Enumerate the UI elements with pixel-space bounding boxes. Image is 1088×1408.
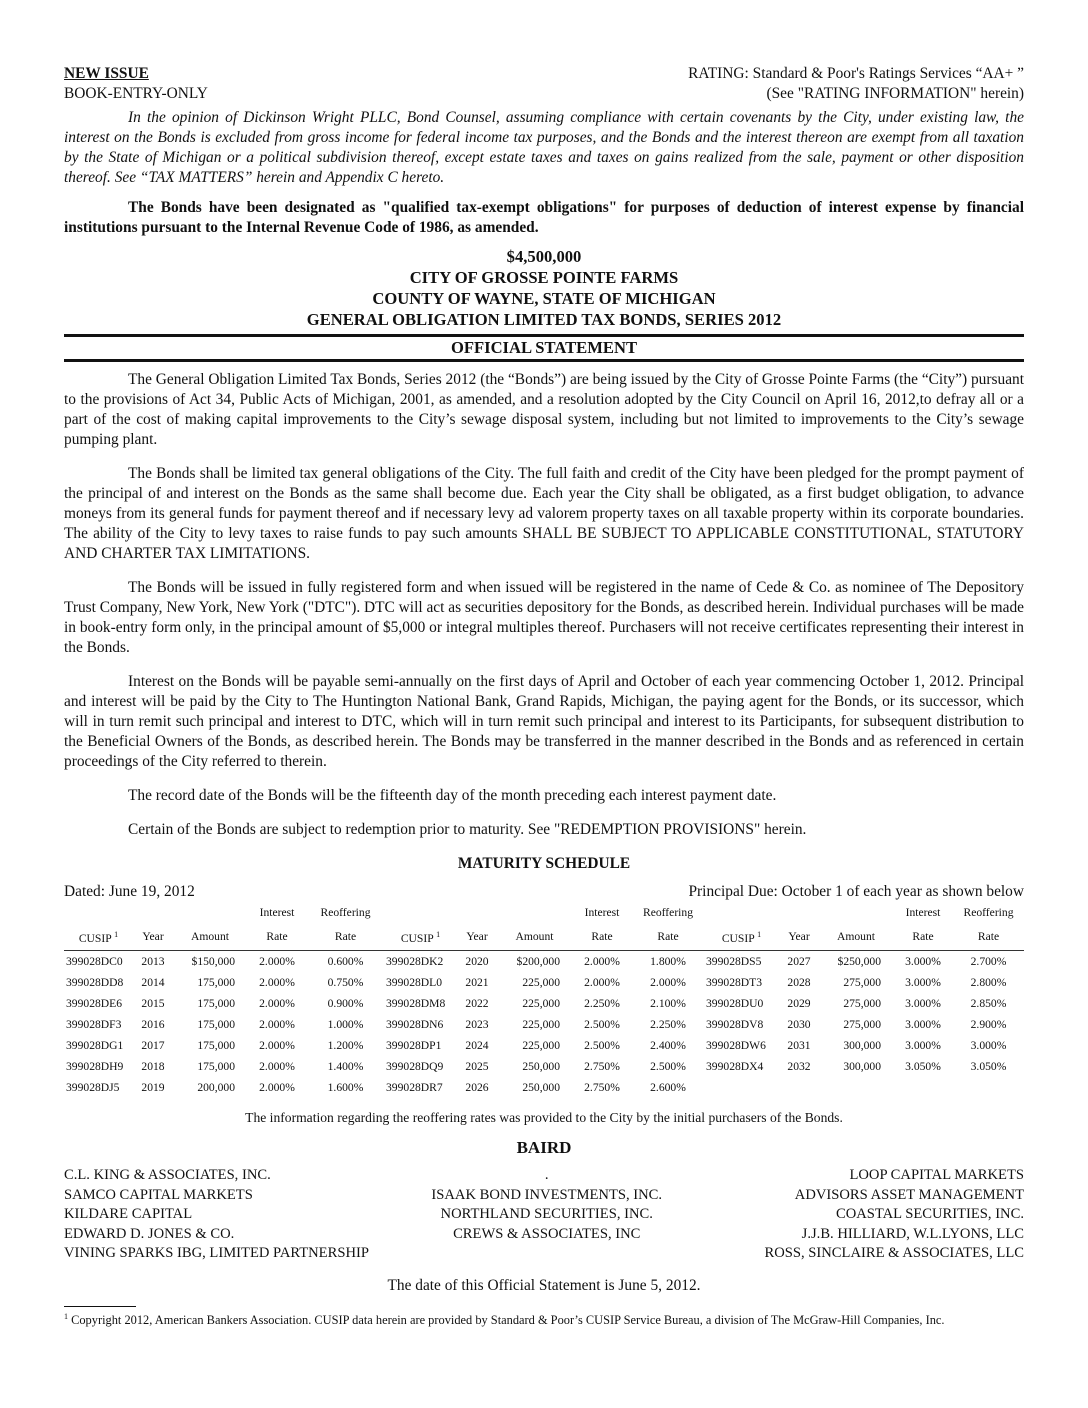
footnote-marker: 1 <box>436 930 441 940</box>
maturity-schedule-title: MATURITY SCHEDULE <box>457 855 631 872</box>
year-header: Year <box>133 924 173 951</box>
footnote-marker: 1 <box>114 930 119 940</box>
year-cell: 2024 <box>465 1038 489 1052</box>
year-cell: 2023 <box>465 1017 489 1031</box>
underwriter-list <box>64 1166 1024 1264</box>
underwriters-middle-column <box>431 1166 662 1264</box>
cusip-header: CUSIP $^1$ <box>64 924 133 951</box>
amount-cell: 175,000 <box>197 975 235 989</box>
rating-reference: (See "RATING INFORMATION" herein) <box>766 85 1024 102</box>
reoffering-header: Reoffering <box>963 906 1014 919</box>
year-cell <box>779 1077 819 1098</box>
amount-cell: 225,000 <box>522 996 560 1010</box>
underwriter-name: . <box>544 1167 549 1183</box>
table-row <box>64 993 1024 1014</box>
amount-cell: 250,000 <box>522 1080 560 1094</box>
amount-cell: 175,000 <box>197 1038 235 1052</box>
paragraph-1: The General Obligation Limited Tax Bonds, Series 2012 (the “Bonds”) are being issued by the City of Grosse Pointe Farms (the “City”) pursuant to the provisions of Act 34, Public Acts of Michigan, 2001, as amended, and a resolution adopted by the City Council on April 16, 2012,to defray all or a part of the cost of making capital improvements to the City’s sewage disposal system, including but not limited to improvements to the City’s sewage pumping plant. <box>64 371 1024 448</box>
paragraph-4: Interest on the Bonds will be payable semi-annually on the first days of April and October of each year commencing October 1, 2012. Principal and interest will be paid by the City to The Huntington National Bank, Grand Rapids, Michigan, the paying agent for the Bonds, or its successor, which will in turn remit such principal and interest to DTC, which will in turn remit such principal and interest to its Participants, for subsequent distribution to the Beneficial Owners of the Bonds, as described herein. The Bonds may be transferred in the manner described in the Bonds and as referenced in certain proceedings of the City referred to therein. <box>64 673 1024 770</box>
year-cell: 2030 <box>787 1017 811 1031</box>
interest-rate-cell: 2.000% <box>584 954 620 968</box>
underwriter-name: EDWARD D. JONES & CO. <box>64 1225 235 1242</box>
interest-rate-cell: 2.250% <box>584 996 620 1010</box>
interest-rate-cell: 2.000% <box>259 1080 295 1094</box>
footnote-marker: 1 <box>757 930 762 940</box>
rate-header: Rate <box>247 924 307 951</box>
official-statement-date: The date of this Official Statement is June 5, 2012. <box>387 1276 701 1294</box>
amount-cell: 275,000 <box>843 996 881 1010</box>
amount-cell: 175,000 <box>197 1017 235 1031</box>
underwriter-name: NORTHLAND SECURITIES, INC. <box>440 1206 653 1223</box>
book-entry-label: BOOK-ENTRY-ONLY <box>64 85 208 102</box>
table-row <box>64 1077 1024 1098</box>
reoffering-rate-cell: 2.800% <box>970 975 1007 989</box>
underwriter-name: C.L. KING & ASSOCIATES, INC. <box>64 1167 271 1183</box>
cusip-cell: 399028DU0 <box>706 996 764 1010</box>
interest-rate-cell <box>893 1077 953 1098</box>
underwriter-name: SAMCO CAPITAL MARKETS <box>64 1186 253 1203</box>
cusip-cell: 399028DF3 <box>66 1017 122 1031</box>
reoffering-rate-cell: 2.500% <box>650 1059 686 1073</box>
year-cell: 2028 <box>787 975 811 989</box>
amount-header: Amount <box>819 924 893 951</box>
amount-header: Amount <box>497 924 572 951</box>
interest-rate-cell: 2.000% <box>259 1017 295 1031</box>
lead-underwriter: BAIRD <box>516 1138 572 1157</box>
interest-rate-cell: 2.000% <box>584 975 620 989</box>
amount-cell: 250,000 <box>522 1059 560 1073</box>
issuer-county-state: COUNTY OF WAYNE, STATE OF MICHIGAN <box>372 289 716 308</box>
reoffering-rate-cell: 0.750% <box>327 975 364 989</box>
reoffering-header: Reoffering <box>320 906 371 919</box>
reoffering-rate-cell <box>953 1077 1024 1098</box>
underwriter-name: ROSS, SINCLAIRE & ASSOCIATES, LLC <box>764 1245 1024 1262</box>
reoffering-rate-cell: 2.700% <box>970 954 1007 968</box>
year-cell: 2027 <box>787 954 811 968</box>
bond-counsel-opinion: In the opinion of Dickinson Wright PLLC, Bond Counsel, assuming compliance with certain covenants by the City, under existing law, the interest on the Bonds is excluded from gross income for federal income tax purposes, and the Bonds and the interest thereon are exempt from all taxation by the State of Michigan or a political subdivision thereof, except estate taxes and taxes on gains realized from the sale, payment or other disposition thereof. See “TAX MATTERS” herein and Appendix C hereto. <box>64 109 1024 186</box>
cusip-cell <box>704 1077 779 1098</box>
interest-rate-cell: 3.000% <box>905 975 941 989</box>
footnote-marker: 1 <box>64 1311 68 1321</box>
rate-header: Rate <box>953 924 1024 951</box>
amount-cell: 275,000 <box>843 1017 881 1031</box>
rating-label: RATING: Standard & Poor's Ratings Services “AA+ ” <box>688 65 1024 82</box>
reoffering-header: Reoffering <box>642 906 693 919</box>
cusip-cell: 399028DK2 <box>386 954 444 968</box>
reoffering-rate-cell: 2.600% <box>650 1080 686 1094</box>
amount-cell: 225,000 <box>522 1017 560 1031</box>
reoffering-rate-cell: 2.000% <box>650 975 686 989</box>
reoffering-rate-cell: 2.900% <box>970 1017 1007 1031</box>
cusip-cell: 399028DL0 <box>386 975 443 989</box>
cusip-cell: 399028DT3 <box>706 975 763 989</box>
interest-rate-cell: 2.000% <box>259 954 295 968</box>
reoffering-rate-cell: 1.600% <box>327 1080 364 1094</box>
year-cell: 2031 <box>787 1038 811 1052</box>
table-header-row-2 <box>64 924 1024 951</box>
maturity-dates-row <box>64 882 1024 902</box>
year-header: Year <box>457 924 497 951</box>
table-row <box>64 972 1024 993</box>
year-header: Year <box>779 924 819 951</box>
underwriter-name: LOOP CAPITAL MARKETS <box>849 1167 1024 1183</box>
bond-amount: $4,500,000 <box>506 247 582 266</box>
footnote-rule <box>64 1306 136 1307</box>
amount-cell: 175,000 <box>197 996 235 1010</box>
underwriter-name: KILDARE CAPITAL <box>64 1206 193 1223</box>
underwriter-name: COASTAL SECURITIES, INC. <box>835 1206 1024 1223</box>
year-cell: 2021 <box>465 975 489 989</box>
underwriter-name: ISAAK BOND INVESTMENTS, INC. <box>431 1186 663 1203</box>
amount-cell: 275,000 <box>843 975 881 989</box>
interest-rate-cell: 2.000% <box>259 996 295 1010</box>
bond-title-block <box>64 246 1024 330</box>
interest-rate-cell: 2.000% <box>259 975 295 989</box>
interest-rate-cell: 3.000% <box>905 996 941 1010</box>
amount-cell: 225,000 <box>522 1038 560 1052</box>
rate-header: Rate <box>307 924 384 951</box>
amount-cell: 175,000 <box>197 1059 235 1073</box>
table-row <box>64 1035 1024 1056</box>
cusip-cell: 399028DD8 <box>66 975 124 989</box>
interest-rate-cell: 2.000% <box>259 1038 295 1052</box>
cusip-cell: 399028DJ5 <box>66 1080 120 1094</box>
header-row-1 <box>64 64 1024 84</box>
header-row-2 <box>64 84 1024 104</box>
year-cell: 2022 <box>465 996 489 1010</box>
year-cell: 2014 <box>141 975 165 989</box>
cusip-cell: 399028DX4 <box>706 1059 764 1073</box>
paragraph-5: The record date of the Bonds will be the fifteenth day of the month preceding each interest payment date. <box>128 787 777 804</box>
cusip-cell: 399028DM8 <box>386 996 446 1010</box>
underwriter-name: VINING SPARKS IBG, LIMITED PARTNERSHIP <box>64 1245 369 1262</box>
reoffering-rate-cell: 2.250% <box>650 1017 686 1031</box>
cusip-header: CUSIP $^1$ <box>704 924 779 951</box>
reoffering-rate-cell: 0.600% <box>327 954 364 968</box>
paragraph-2: The Bonds shall be limited tax general obligations of the City. The full faith and credit of the City have been pledged for the prompt payment of the principal of and interest on the Bonds as the same shall become due. Each year the City shall be obligated, as a first budget obligation, to advance moneys from its general funds for payment thereof and if necessary levy ad valorem property taxes on all taxable property within its corporate boundaries. The ability of the City to levy taxes to raise funds to pay such amounts SHALL BE SUBJECT TO APPLICABLE CONSTITUTIONAL, STATUTORY AND CHARTER TAX LIMITATIONS. <box>64 465 1024 562</box>
rate-header: Rate <box>632 924 704 951</box>
interest-rate-cell: 3.000% <box>905 1038 941 1052</box>
cusip-header: CUSIP $^1$ <box>384 924 457 951</box>
maturity-table <box>64 902 1024 1098</box>
table-row <box>64 1056 1024 1077</box>
reoffering-rate-cell: 3.050% <box>970 1059 1007 1073</box>
amount-cell: $250,000 <box>837 954 881 968</box>
rate-header: Rate <box>572 924 632 951</box>
amount-cell: 200,000 <box>197 1080 235 1094</box>
interest-header: Interest <box>584 906 620 919</box>
amount-cell: $200,000 <box>516 954 560 968</box>
qualified-tax-exempt-notice: The Bonds have been designated as "qualified tax-exempt obligations" for purposes of deduction of interest expense by financial institutions pursuant to the Internal Revenue Code of 1986, as amended. <box>64 199 1024 236</box>
table-row <box>64 951 1024 973</box>
amount-cell: 300,000 <box>843 1038 881 1052</box>
interest-rate-cell: 2.500% <box>584 1017 620 1031</box>
interest-rate-cell: 3.050% <box>905 1059 941 1073</box>
reoffering-note: The information regarding the reoffering rates was provided to the City by the initial purchasers of the Bonds. <box>245 1110 843 1125</box>
reoffering-rate-cell: 1.200% <box>327 1038 364 1052</box>
interest-rate-cell: 2.750% <box>584 1059 620 1073</box>
interest-rate-cell: 2.000% <box>259 1059 295 1073</box>
amount-header: Amount <box>173 924 247 951</box>
interest-rate-cell: 3.000% <box>905 954 941 968</box>
footnote-text: Copyright 2012, American Bankers Association. CUSIP data herein are provided by Standard & Poor’s CUSIP Service Bureau, a division of The McGraw-Hill Companies, Inc. <box>68 1313 945 1328</box>
reoffering-rate-cell: 2.850% <box>970 996 1007 1010</box>
year-cell: 2017 <box>141 1038 165 1052</box>
cusip-cell: 399028DN6 <box>386 1017 444 1031</box>
bond-series-title: GENERAL OBLIGATION LIMITED TAX BONDS, SERIES 2012 <box>306 310 782 329</box>
principal-due: Principal Due: October 1 of each year as shown below <box>688 883 1024 900</box>
amount-cell: 225,000 <box>522 975 560 989</box>
year-cell: 2029 <box>787 996 811 1010</box>
cusip-cell: 399028DH9 <box>66 1059 124 1073</box>
issuer-name: CITY OF GROSSE POINTE FARMS <box>409 268 679 287</box>
reoffering-rate-cell: 2.400% <box>650 1038 686 1052</box>
cusip-cell: 399028DW6 <box>706 1038 766 1052</box>
reoffering-rate-cell: 1.000% <box>327 1017 364 1031</box>
year-cell: 2025 <box>465 1059 489 1073</box>
rate-header: Rate <box>893 924 953 951</box>
reoffering-rate-cell: 1.400% <box>327 1059 364 1073</box>
official-statement-title: OFFICIAL STATEMENT <box>450 338 638 357</box>
cusip-cell: 399028DG1 <box>66 1038 124 1052</box>
interest-rate-cell: 2.750% <box>584 1080 620 1094</box>
dated-date: Dated: June 19, 2012 <box>64 883 195 900</box>
year-cell: 2018 <box>141 1059 165 1073</box>
interest-header: Interest <box>905 906 941 919</box>
cusip-cell: 399028DP1 <box>386 1038 442 1052</box>
year-cell: 2026 <box>465 1080 489 1094</box>
cusip-footnote <box>64 1309 1024 1328</box>
interest-rate-cell: 3.000% <box>905 1017 941 1031</box>
interest-rate-cell: 2.500% <box>584 1038 620 1052</box>
cusip-cell: 399028DC0 <box>66 954 123 968</box>
year-cell: 2032 <box>787 1059 811 1073</box>
table-header-row-1 <box>64 902 1024 924</box>
underwriter-name: ADVISORS ASSET MANAGEMENT <box>794 1186 1024 1203</box>
year-cell: 2013 <box>141 954 165 968</box>
cusip-cell: 399028DR7 <box>386 1080 443 1094</box>
reoffering-rate-cell: 3.000% <box>970 1038 1007 1052</box>
year-cell: 2016 <box>141 1017 165 1031</box>
amount-cell: $150,000 <box>191 954 235 968</box>
year-cell: 2019 <box>141 1080 165 1094</box>
underwriter-name: CREWS & ASSOCIATES, INC <box>453 1225 641 1242</box>
reoffering-rate-cell: 2.100% <box>650 996 686 1010</box>
underwriter-name: J.J.B. HILLIARD, W.L.LYONS, LLC <box>801 1225 1024 1242</box>
cusip-cell: 399028DV8 <box>706 1017 764 1031</box>
table-row <box>64 1014 1024 1035</box>
new-issue-label: NEW ISSUE <box>64 65 149 82</box>
year-cell: 2020 <box>465 954 489 968</box>
interest-header: Interest <box>259 906 295 919</box>
cusip-cell: 399028DQ9 <box>386 1059 444 1073</box>
amount-cell <box>819 1077 893 1098</box>
title-rule-bottom <box>64 359 1024 362</box>
reoffering-rate-cell: 0.900% <box>327 996 364 1010</box>
year-cell: 2015 <box>141 996 165 1010</box>
underwriters-left-column <box>64 1166 369 1264</box>
amount-cell: 300,000 <box>843 1059 881 1073</box>
paragraph-6: Certain of the Bonds are subject to redemption prior to maturity. See "REDEMPTION PROVISIONS" herein. <box>128 821 807 838</box>
cusip-cell: 399028DE6 <box>66 996 123 1010</box>
maturity-table-body <box>64 951 1024 1099</box>
paragraph-3: The Bonds will be issued in fully registered form and when issued will be registered in the name of Cede & Co. as nominee of The Depository Trust Company, New York, New York ("DTC"). DTC will act as securities depository for the Bonds, as described herein. Individual purchases will be made in book-entry form only, in the principal amount of $5,000 or integral multiples thereof. Purchasers will not receive certificates representing their interest in the Bonds. <box>64 579 1024 656</box>
cusip-cell: 399028DS5 <box>706 954 762 968</box>
reoffering-rate-cell: 1.800% <box>650 954 686 968</box>
underwriters-right-column <box>764 1166 1024 1264</box>
